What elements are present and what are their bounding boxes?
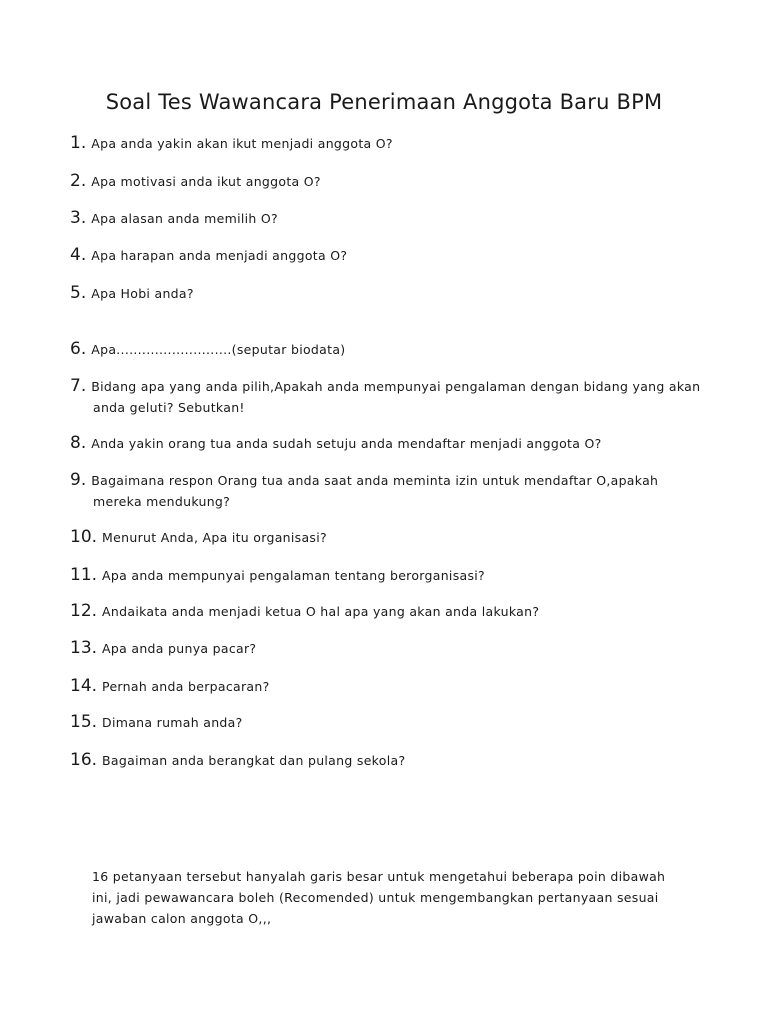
question-text: Apa alasan anda memilih O?: [91, 211, 278, 226]
question-item: [70, 527, 710, 547]
question-number: 1.: [70, 133, 87, 153]
question-text: Apa anda yakin akan ikut menjadi anggota O?: [91, 136, 393, 151]
question-number: 3.: [70, 208, 87, 228]
question-number: 11.: [70, 565, 98, 585]
question-item: [70, 133, 710, 153]
question-item: [70, 171, 710, 191]
question-number: 12.: [70, 601, 98, 621]
question-number: 9.: [70, 470, 87, 490]
question-number: 4.: [70, 245, 87, 265]
question-text: Bagaimana respon Orang tua anda saat anda meminta izin untuk mendaftar O,apakah: [91, 473, 659, 488]
question-text: Apa motivasi anda ikut anggota O?: [91, 174, 321, 189]
question-text: Apa anda mempunyai pengalaman tentang berorganisasi?: [102, 568, 485, 583]
question-item: [70, 565, 710, 585]
question-number: 7.: [70, 376, 87, 396]
question-item: [70, 208, 710, 228]
question-text: Apa anda punya pacar?: [102, 641, 257, 656]
question-text: Andaikata anda menjadi ketua O hal apa yang akan anda lakukan?: [102, 604, 540, 619]
question-number: 15.: [70, 712, 98, 732]
question-text-continued: anda geluti? Sebutkan!: [93, 400, 245, 415]
question-text-continued: mereka mendukung?: [93, 494, 231, 509]
question-number: 14.: [70, 676, 98, 696]
closing-note: 16 petanyaan tersebut hanyalah garis besar untuk mengetahui beberapa poin dibawah ini, jadi pewawancara boleh (Recomended) untuk mengembangkan pertanyaan sesuai jawaban calon anggota O,,,: [92, 869, 666, 926]
question-text: Anda yakin orang tua anda sudah setuju anda mendaftar menjadi anggota O?: [91, 436, 602, 451]
question-text: Apa harapan anda menjadi anggota O?: [91, 248, 348, 263]
question-text: Bagaiman anda berangkat dan pulang sekola?: [102, 753, 406, 768]
question-number: 2.: [70, 171, 87, 191]
question-item: [70, 433, 710, 453]
question-number: 6.: [70, 339, 87, 359]
question-item: [70, 750, 710, 770]
question-item: [70, 376, 710, 415]
question-text: Dimana rumah anda?: [102, 715, 243, 730]
question-item: [70, 283, 710, 303]
question-item: [70, 245, 710, 265]
question-number: 10.: [70, 527, 98, 547]
question-item: [70, 712, 710, 732]
question-item: [70, 470, 710, 509]
question-text: Apa Hobi anda?: [91, 286, 194, 301]
question-number: 16.: [70, 750, 98, 770]
question-text: Menurut Anda, Apa itu organisasi?: [102, 530, 327, 545]
question-item: [70, 601, 710, 621]
question-text: Bidang apa yang anda pilih,Apakah anda mempunyai pengalaman dengan bidang yang akan: [91, 379, 701, 394]
question-text: Apa...........................(seputar biodata): [91, 342, 346, 357]
document-title: Soal Tes Wawancara Penerimaan Anggota Baru BPM: [105, 90, 663, 114]
question-number: 13.: [70, 638, 98, 658]
question-item: [70, 676, 710, 696]
question-item: [70, 638, 710, 658]
question-number: 8.: [70, 433, 87, 453]
question-number: 5.: [70, 283, 87, 303]
question-item: [70, 339, 710, 359]
question-text: Pernah anda berpacaran?: [102, 679, 270, 694]
